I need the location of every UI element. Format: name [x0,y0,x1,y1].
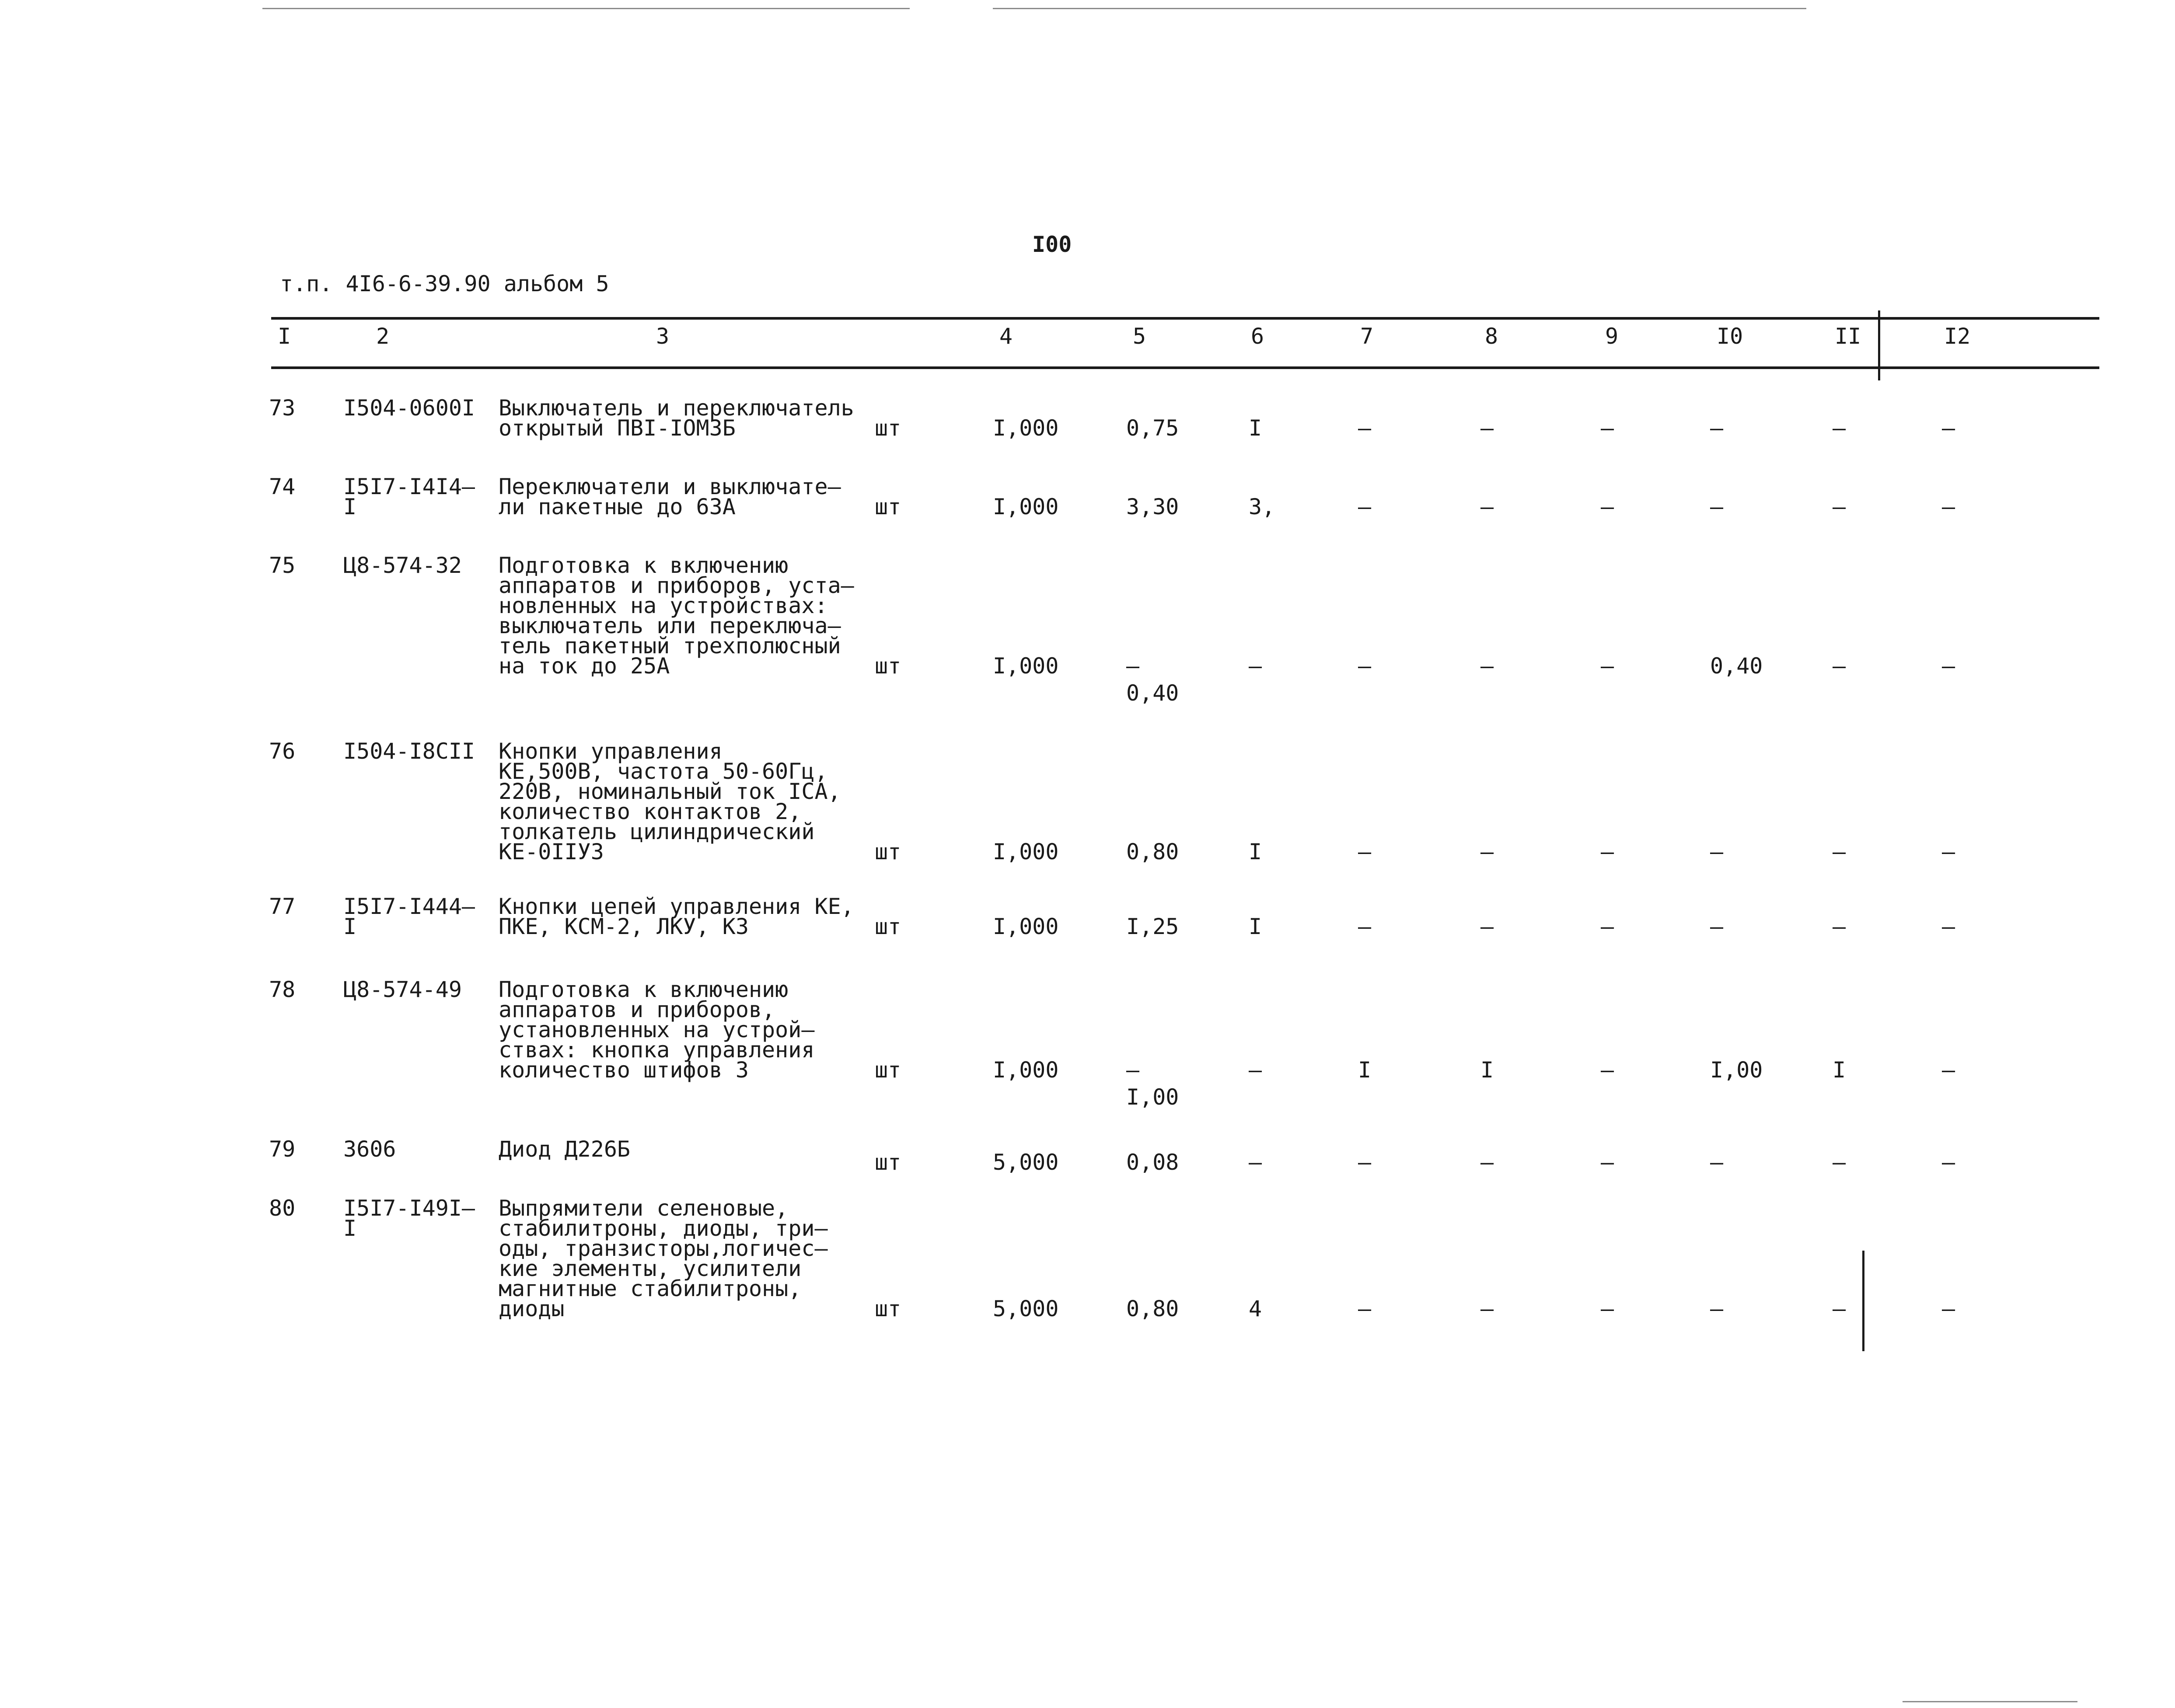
column-7-value: – [1358,1150,1372,1175]
column-6-value: I [1249,415,1262,441]
column-12-value: – [1942,839,1955,864]
item-description: ствах: кнопка управления [499,1037,815,1063]
column-number: 5 [1133,324,1146,349]
column-9-value: – [1601,839,1614,864]
row-number: 75 [269,553,296,578]
column-5-value: 0,75 [1126,415,1179,441]
item-description: Кнопки цепей управления КЕ, [499,894,854,919]
column-7-value: – [1358,653,1372,679]
item-description: Подготовка к включению [499,977,789,1002]
column-12-value: – [1942,494,1955,519]
column-number: I2 [1944,324,1971,349]
row-number: 78 [269,977,296,1002]
item-description: Выключатель и переключатель [499,395,854,421]
item-description: Выпрямители селеновые, [499,1196,789,1221]
item-description: Подготовка к включению [499,553,789,578]
table-header-rule [271,366,2099,369]
column-5-value: 0,08 [1126,1150,1179,1175]
column-11-value: – [1833,839,1846,864]
item-code: I [343,1216,357,1241]
column-8-value: – [1480,914,1494,939]
item-description: кие элементы, усилители [499,1256,802,1281]
column-10-value: – [1710,1150,1724,1175]
unit-of-measure: шт [875,839,901,864]
document-reference: т.п. 4I6-6-39.90 альбом 5 [280,271,609,296]
column-7-value: – [1358,914,1372,939]
column-11-value: – [1833,914,1846,939]
column-7-value: – [1358,839,1372,864]
quantity: I,000 [993,415,1059,441]
column-6-value: 4 [1249,1296,1262,1321]
item-description: аппаратов и приборов, уста– [499,573,854,598]
column-number: 2 [376,324,390,349]
quantity: 5,000 [993,1150,1059,1175]
column-number: 3 [656,324,670,349]
column-7-value: I [1358,1057,1372,1083]
item-description: установленных на устрой– [499,1017,815,1042]
column-9-value: – [1601,494,1614,519]
column-7-value: – [1358,1296,1372,1321]
item-description: открытый ПВI-IOM3Б [499,415,736,441]
item-code: I5I7-I49I– [343,1196,475,1221]
item-code: I504-I8CII [343,739,475,764]
column-11-value: I [1833,1057,1846,1083]
column-6-value: – [1249,1150,1262,1175]
column-9-value: – [1601,914,1614,939]
column-8-value: – [1480,1296,1494,1321]
item-code: I504-0600I [343,395,475,421]
item-description: КЕ-0IIУ3 [499,839,604,864]
item-code: Ц8-574-32 [343,553,462,578]
column-10-value: 0,40 [1710,653,1763,679]
scan-edge-line [993,8,1806,9]
column-number: 8 [1485,324,1498,349]
row-number: 73 [269,395,296,421]
item-description: аппаратов и приборов, [499,997,775,1022]
column-8-value: – [1480,653,1494,679]
quantity: 5,000 [993,1296,1059,1321]
column-10-value: I,00 [1710,1057,1763,1083]
item-description: магнитные стабилитроны, [499,1276,802,1301]
column-12-value: – [1942,415,1955,441]
column-12-value: – [1942,1057,1955,1083]
column-8-value: – [1480,494,1494,519]
item-code: 3606 [343,1136,396,1162]
column-6-value: – [1249,653,1262,679]
item-description: ли пакетные до 63А [499,494,736,519]
item-code: I [343,914,357,939]
column-8-value: I [1480,1057,1494,1083]
column-10-value: – [1710,839,1724,864]
quantity: I,000 [993,1057,1059,1083]
column-11-value: – [1833,494,1846,519]
column-5-value: I,00 [1126,1084,1179,1110]
column-5-value: 0,80 [1126,1296,1179,1321]
column-10-value: – [1710,914,1724,939]
column-number: 6 [1251,324,1264,349]
column-number: II [1835,324,1861,349]
column-12-value: – [1942,914,1955,939]
column-6-value: I [1249,914,1262,939]
column-9-value: – [1601,1150,1614,1175]
unit-of-measure: шт [875,494,901,519]
unit-of-measure: шт [875,1296,901,1321]
column-6-value: I [1249,839,1262,864]
scan-edge-line [1903,1701,2077,1702]
column-11-value: – [1833,1150,1846,1175]
column-8-value: – [1480,1150,1494,1175]
column-11-value: – [1833,1296,1846,1321]
quantity: I,000 [993,494,1059,519]
column-number: I0 [1717,324,1743,349]
item-description: количество контактов 2, [499,799,802,824]
column-9-value: – [1601,1057,1614,1083]
column-12-value: – [1942,1150,1955,1175]
item-description: стабилитроны, диоды, три– [499,1216,828,1241]
scan-edge-line [262,8,910,9]
column-10-value: – [1710,415,1724,441]
item-description: количество штифов 3 [499,1057,749,1083]
column-number: 4 [999,324,1013,349]
column-number: 7 [1360,324,1374,349]
column-number: 9 [1605,324,1619,349]
unit-of-measure: шт [875,914,901,939]
column-divider [1878,310,1880,380]
column-9-value: – [1601,1296,1614,1321]
quantity: I,000 [993,914,1059,939]
column-7-value: – [1358,415,1372,441]
column-9-value: – [1601,653,1614,679]
column-divider [1862,1251,1864,1351]
unit-of-measure: шт [875,1150,901,1175]
column-7-value: – [1358,494,1372,519]
unit-of-measure: шт [875,1057,901,1083]
item-description: новленных на устройствах: [499,593,828,618]
row-number: 80 [269,1196,296,1221]
item-description: 220В, номинальный ток IСА, [499,779,841,804]
row-number: 77 [269,894,296,919]
item-code: I5I7-I4I4– [343,474,475,499]
column-8-value: – [1480,415,1494,441]
unit-of-measure: шт [875,653,901,679]
column-11-value: – [1833,653,1846,679]
item-description: тель пакетный трехполюсный [499,633,841,659]
item-description: ПКЕ, КСМ-2, ЛКУ, К3 [499,914,749,939]
item-code: Ц8-574-49 [343,977,462,1002]
column-12-value: – [1942,1296,1955,1321]
row-number: 74 [269,474,296,499]
item-description: оды, транзисторы,логичес– [499,1236,828,1261]
item-code: I5I7-I444– [343,894,475,919]
item-description: на ток до 25А [499,653,670,679]
item-description: Диод Д226Б [499,1136,631,1162]
page-number: I00 [1032,232,1072,257]
quantity: I,000 [993,653,1059,679]
column-5-value: I,25 [1126,914,1179,939]
column-number: I [278,324,291,349]
column-5-value: – [1126,1057,1140,1083]
column-12-value: – [1942,653,1955,679]
column-10-value: – [1710,1296,1724,1321]
item-description: КЕ,500В, частота 50-60Гц, [499,759,828,784]
column-10-value: – [1710,494,1724,519]
table-top-rule [271,317,2099,320]
quantity: I,000 [993,839,1059,864]
item-code: I [343,494,357,519]
column-6-value: 3, [1249,494,1275,519]
row-number: 79 [269,1136,296,1162]
column-5-value: – [1126,653,1140,679]
item-description: Кнопки управления [499,739,723,764]
column-5-value: 0,80 [1126,839,1179,864]
column-6-value: – [1249,1057,1262,1083]
column-5-value: 3,30 [1126,494,1179,519]
item-description: выключатель или переключа– [499,613,841,638]
unit-of-measure: шт [875,415,901,441]
column-9-value: – [1601,415,1614,441]
column-5-value: 0,40 [1126,680,1179,706]
item-description: толкатель цилиндрический [499,819,815,844]
column-11-value: – [1833,415,1846,441]
column-8-value: – [1480,839,1494,864]
row-number: 76 [269,739,296,764]
item-description: диоды [499,1296,565,1321]
item-description: Переключатели и выключате– [499,474,841,499]
